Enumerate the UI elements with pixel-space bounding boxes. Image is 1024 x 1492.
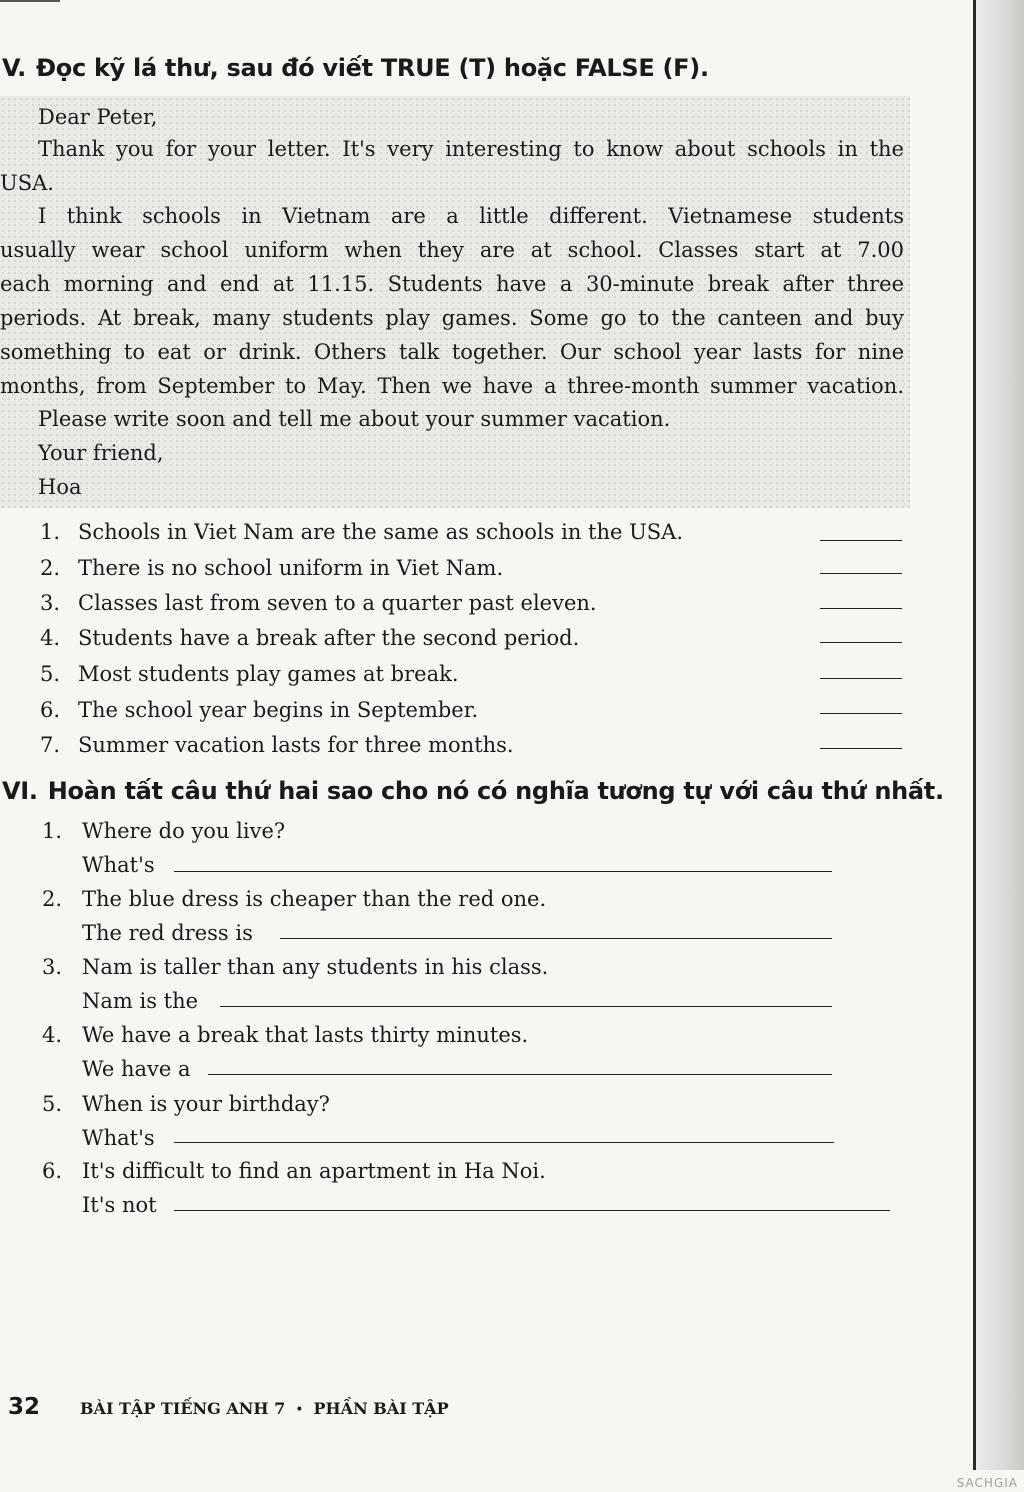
section-vi-instruction: Hoàn tất câu thứ hai sao cho nó có nghĩa tương tự với câu thứ nhất. — [47, 777, 944, 805]
statement-text: Summer vacation lasts for three months. — [78, 733, 514, 757]
answer-line[interactable] — [220, 1006, 832, 1007]
statement-item — [40, 625, 910, 651]
letter-line: Thank you for your letter. It's very interesting to know about schools in the — [38, 137, 904, 161]
item-number: 4. — [42, 1023, 63, 1047]
item-question: We have a break that lasts thirty minutes. — [82, 1023, 529, 1047]
statement-number: 1. — [40, 520, 61, 544]
answer-blank[interactable] — [820, 678, 902, 679]
section-v-heading — [2, 54, 709, 82]
section-v-number: V. — [2, 54, 26, 82]
statement-number: 6. — [40, 698, 61, 722]
statement-item — [40, 697, 910, 723]
answer-line[interactable] — [208, 1074, 832, 1075]
section-v-instruction: Đọc kỹ lá thư, sau đó viết TRUE (T) hoặc FALSE (F). — [36, 54, 709, 82]
answer-blank[interactable] — [820, 748, 902, 749]
item-prompt: The red dress is — [82, 921, 253, 945]
watermark: SACHGIA — [956, 1476, 1018, 1490]
statement-text: Schools in Viet Nam are the same as schools in the USA. — [78, 520, 684, 544]
statement-item — [40, 661, 910, 687]
answer-blank[interactable] — [820, 608, 902, 609]
letter-line: USA. — [0, 171, 54, 195]
answer-line[interactable] — [174, 1210, 890, 1211]
item-question: Where do you live? — [82, 819, 286, 843]
statement-item — [40, 732, 910, 758]
top-margin-mark — [0, 0, 60, 2]
item-prompt: It's not — [82, 1193, 157, 1217]
page-footer — [8, 1394, 449, 1420]
letter-line: usually wear school uniform when they are at school. Classes start at 7.00 — [0, 238, 904, 262]
rewrite-item — [42, 886, 546, 912]
item-number: 1. — [42, 819, 63, 843]
statement-text: Students have a break after the second period. — [78, 626, 580, 650]
rewrite-item — [42, 1091, 330, 1117]
answer-blank[interactable] — [820, 642, 902, 643]
section-vi-heading — [2, 777, 944, 805]
item-number: 6. — [42, 1159, 63, 1183]
statement-number: 3. — [40, 591, 61, 615]
statement-item — [40, 555, 910, 581]
statement-number: 5. — [40, 662, 61, 686]
statement-number: 4. — [40, 626, 61, 650]
book-title: BÀI TẬP TIẾNG ANH 7 — [80, 1399, 286, 1418]
rewrite-item — [42, 1158, 546, 1184]
page-edge-rule — [973, 0, 976, 1470]
book-part: PHẦN BÀI TẬP — [313, 1399, 449, 1418]
item-question: Nam is taller than any students in his class. — [82, 955, 549, 979]
item-question: It's difficult to find an apartment in Ha Noi. — [82, 1159, 546, 1183]
item-question: The blue dress is cheaper than the red one. — [82, 887, 547, 911]
item-prompt: What's — [82, 853, 155, 877]
letter-line: I think schools in Vietnam are a little different. Vietnamese students — [38, 204, 904, 228]
letter-line: periods. At break, many students play games. Some go to the canteen and buy — [0, 306, 904, 330]
page-edge-shadow — [976, 0, 1024, 1470]
item-number: 3. — [42, 955, 63, 979]
letter-closing: Your friend, — [38, 441, 164, 465]
item-question: When is your birthday? — [82, 1092, 330, 1116]
letter-greeting: Dear Peter, — [38, 105, 158, 129]
answer-line[interactable] — [174, 1142, 834, 1143]
statement-text: The school year begins in September. — [78, 698, 479, 722]
footer-separator: • — [295, 1402, 304, 1418]
section-vi-number: VI. — [2, 777, 38, 805]
rewrite-item — [42, 1022, 528, 1048]
answer-blank[interactable] — [820, 713, 902, 714]
statement-text: Classes last from seven to a quarter past eleven. — [78, 591, 597, 615]
letter-line: each morning and end at 11.15. Students have a 30-minute break after three — [0, 272, 904, 296]
letter-signature: Hoa — [38, 475, 82, 499]
letter-line: something to eat or drink. Others talk together. Our school year lasts for nine — [0, 340, 904, 364]
item-prompt: What's — [82, 1126, 155, 1150]
item-number: 5. — [42, 1092, 63, 1116]
page-number: 32 — [8, 1394, 41, 1420]
statement-item — [40, 519, 910, 545]
statement-number: 7. — [40, 733, 61, 757]
answer-blank[interactable] — [820, 540, 902, 541]
item-number: 2. — [42, 887, 63, 911]
letter-line: Please write soon and tell me about your summer vacation. — [38, 407, 671, 431]
rewrite-item — [42, 818, 285, 844]
answer-line[interactable] — [174, 871, 832, 872]
statement-number: 2. — [40, 556, 61, 580]
letter-line: months, from September to May. Then we have a three-month summer vacation. — [0, 374, 904, 398]
statement-text: Most students play games at break. — [78, 662, 459, 686]
statement-item — [40, 590, 910, 616]
answer-blank[interactable] — [820, 573, 902, 574]
item-prompt: Nam is the — [82, 989, 199, 1013]
rewrite-item — [42, 954, 548, 980]
answer-line[interactable] — [280, 938, 832, 939]
statement-text: There is no school uniform in Viet Nam. — [78, 556, 504, 580]
item-prompt: We have a — [82, 1057, 191, 1081]
